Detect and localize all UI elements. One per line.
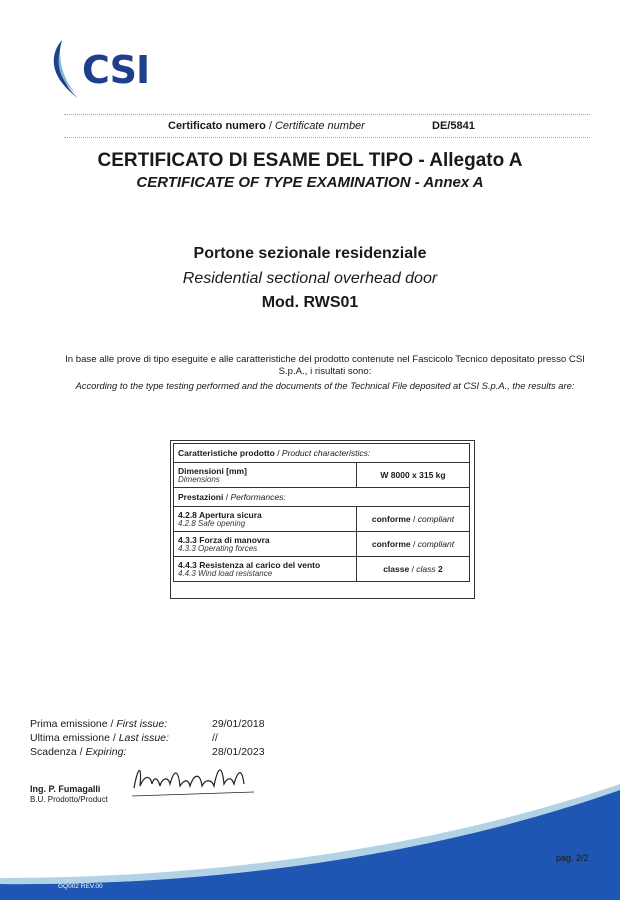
first-issue-label-en: First issue: (116, 718, 168, 730)
title-it: CERTIFICATO DI ESAME DEL TIPO - Allegato A (97, 150, 523, 171)
characteristics-label: Caratteristiche prodotto (178, 448, 275, 458)
document-code: GQ002 REV.00 (58, 883, 103, 890)
last-issue-label-en: Last issue: (118, 732, 169, 744)
dimensions-label-en: Dimensions (178, 475, 220, 484)
performance-name-en: 4.3.3 Operating forces (178, 544, 258, 553)
first-issue-label: Prima emissione (30, 718, 108, 730)
results-table (173, 443, 470, 582)
first-issue-value: 29/01/2018 (212, 718, 265, 730)
performances-label-en: Performances: (230, 492, 286, 502)
performance-value: conforme (371, 539, 411, 549)
dimensions-value: W 8000 x 315 kg (357, 463, 470, 488)
last-issue-value: // (212, 732, 218, 744)
cert-label-en: Certificate number (274, 120, 365, 132)
expiry-label: Scadenza (30, 746, 77, 758)
intro-text-en: According to the type testing performed and the documents of the Technical File deposited at CSI S.p.A., the results are: (75, 380, 575, 391)
signatory-name: Ing. P. Fumagalli (30, 784, 101, 794)
performance-name: 4.2.8 Apertura sicura (178, 510, 262, 520)
performance-name-en: 4.4.3 Wind load resistance (178, 569, 273, 578)
last-issue-label: Ultima emissione (30, 732, 110, 744)
table-row: 4.4.3 Resistenza al carico del vento 4.4.3 Wind load resistance classe / class 2 (174, 557, 470, 582)
performance-value-en: class (416, 564, 436, 574)
wind-class-number: 2 (438, 564, 443, 574)
dimensions-label: Dimensioni [mm] (178, 466, 247, 476)
characteristics-label-en: Product characteristics: (281, 448, 371, 458)
title-en: CERTIFICATE OF TYPE EXAMINATION - Annex A (136, 174, 484, 191)
performance-name: 4.3.3 Forza di manovra (178, 535, 270, 545)
signatory-department: B.U. Prodotto/Product (30, 795, 108, 804)
table-row: Prestazioni / Performances: (174, 488, 470, 507)
performance-name: 4.4.3 Resistenza al carico del vento (178, 560, 321, 570)
csi-logo (48, 36, 168, 102)
intro-text-it: In base alle prove di tipo eseguite e alle caratteristiche del prodotto contenute nel Fascicolo Tecnico depositato presso CSI S.p.A., i risultati sono: (65, 354, 585, 377)
footer-wave (0, 780, 620, 900)
certificate-number-row: Certificato numero / Certificate number DE/5841 (168, 120, 475, 132)
table-row (174, 463, 470, 488)
performance-value-en: compliant (417, 514, 455, 524)
divider (64, 114, 590, 115)
table-row: 4.2.8 Apertura sicura 4.2.8 Safe opening conforme / compliant (174, 507, 470, 532)
performance-name-en: 4.2.8 Safe opening (178, 519, 246, 528)
table-row: 4.3.3 Forza di manovra 4.3.3 Operating forces conforme / compliant (174, 532, 470, 557)
certificate-number: DE/5841 (432, 120, 475, 132)
performance-value: classe (383, 564, 410, 574)
expiry-label-en: Expiring: (85, 746, 127, 758)
performances-label: Prestazioni (178, 492, 224, 502)
table-row: Caratteristiche prodotto / Product characteristics: (174, 444, 470, 463)
product-model: Mod. RWS01 (261, 294, 359, 311)
product-name-en: Residential sectional overhead door (182, 270, 438, 287)
divider (64, 137, 590, 138)
logo-text: CSI (82, 48, 150, 92)
performance-value-en: compliant (417, 539, 455, 549)
cert-label-it: Certificato numero (168, 120, 266, 132)
performance-value: conforme (371, 514, 411, 524)
expiry-value: 28/01/2023 (212, 746, 265, 758)
page-number: pag. 2/2 (556, 853, 589, 863)
product-name-it: Portone sezionale residenziale (193, 245, 427, 262)
